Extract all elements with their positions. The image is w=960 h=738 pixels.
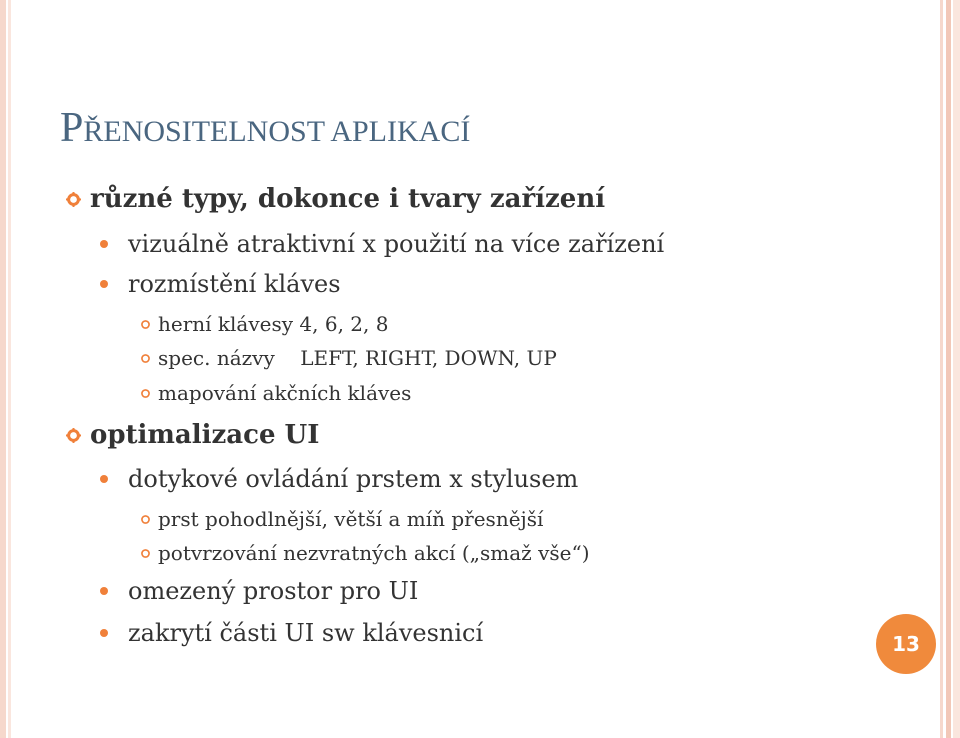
bullet-text: různé typy, dokonce i tvary zařízení (90, 184, 606, 214)
slide-title-initial: P (60, 105, 84, 151)
bullet-ring-icon (140, 514, 151, 525)
bullet-text: spec. názvy LEFT, RIGHT, DOWN, UP (158, 346, 557, 370)
left-decor-stripe (0, 0, 6, 738)
bullet-ring-icon (140, 548, 151, 559)
bullet-ring-icon (66, 192, 81, 207)
slide-title-rest: ŘENOSITELNOST APLIKACÍ (83, 115, 471, 148)
bullet-ring-icon (140, 388, 151, 399)
bullet-text: mapování akčních kláves (158, 381, 412, 405)
right-decor-stripe-outer (953, 0, 960, 738)
bullet-ring-icon (140, 353, 151, 364)
bullet-ring-icon (66, 428, 81, 443)
bullet-dot-icon (100, 587, 108, 595)
bullet-text: prst pohodlnější, větší a míň přesnější (158, 507, 544, 531)
bullet-dot-icon (100, 475, 108, 483)
bullet-dot-icon (100, 280, 108, 288)
bullet-text: potvrzování nezvratných akcí („smaž vše“) (158, 541, 590, 565)
bullet-text: optimalizace UI (90, 420, 320, 450)
bullet-text: dotykové ovládání prstem x stylusem (128, 465, 579, 493)
bullet-dot-icon (100, 629, 108, 637)
bullet-text: herní klávesy 4, 6, 2, 8 (158, 312, 389, 336)
left-decor-stripe-thin (8, 0, 11, 738)
bullet-dot-icon (100, 240, 108, 248)
right-decor-stripe (946, 0, 951, 738)
right-decor-stripe-thin (940, 0, 943, 738)
bullet-text: rozmístění kláves (128, 270, 341, 298)
bullet-text: zakrytí části UI sw klávesnicí (128, 619, 484, 647)
bullet-text: omezený prostor pro UI (128, 577, 419, 605)
bullet-text: vizuálně atraktivní x použití na více zařízení (128, 230, 665, 258)
bullet-ring-icon (140, 319, 151, 330)
page-number-badge: 13 (876, 614, 936, 674)
slide-title (60, 104, 470, 152)
